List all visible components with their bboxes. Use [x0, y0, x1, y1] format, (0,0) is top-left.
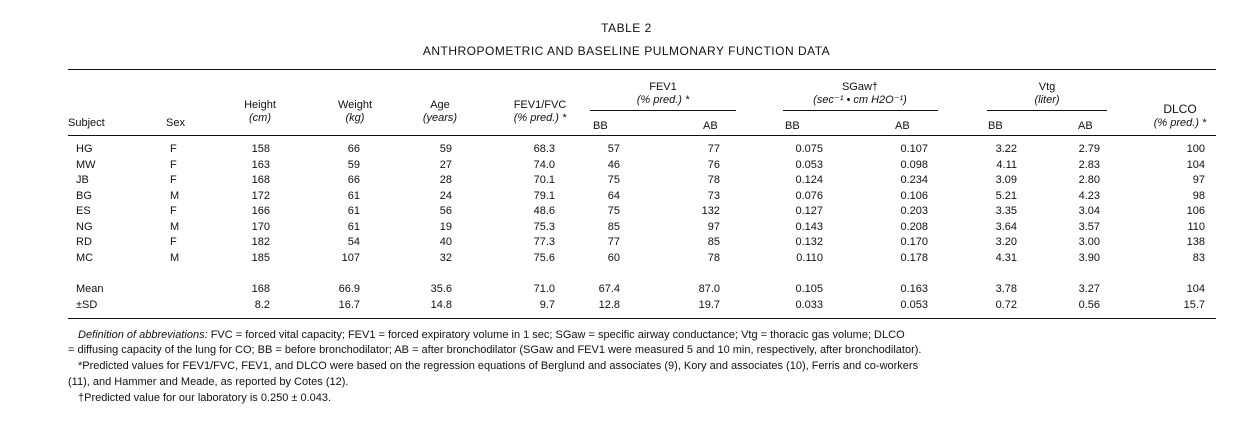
sgaw-unit: (sec⁻¹ • cm H2O⁻¹)	[813, 94, 907, 106]
table-cell-vtg-ab: 2.79	[1078, 143, 1100, 155]
summary-cell-height: 8.2	[254, 298, 270, 311]
table-cell-vtg-bb: 3.64	[995, 220, 1017, 233]
table-cell-subject: MW	[76, 158, 96, 171]
table-cell-height: 170	[251, 220, 270, 233]
table-cell-fev1-ab: 73	[707, 189, 720, 202]
table-cell-age: 56	[439, 205, 452, 217]
footnote-abbrev-cont: = diffusing capacity of the lung for CO; BB = before bronchodilator; AB = after bronchodilator (SGaw and FEV1 were measured 5 and 10 min, respectively, after bronchodilator).	[68, 344, 922, 356]
table-cell-height: 185	[251, 251, 270, 264]
table-cell-fev1-bb: 57	[607, 143, 620, 155]
summary-cell-fev1fvc: 9.7	[539, 298, 555, 311]
footnote-abbrev-text: FVC = forced vital capacity; FEV1 = forced expiratory volume in 1 sec; SGaw = specific airway conductance; Vtg = thoracic gas volume; DLCO	[210, 329, 905, 341]
summary-cell-subject: ±SD	[76, 298, 98, 311]
col-vtg-bb: BB	[988, 120, 1003, 132]
col-weight: Weight	[337, 99, 373, 111]
top-rule	[68, 69, 1216, 70]
table-cell-fev1-bb: 75	[607, 205, 620, 217]
table-cell-fev1-bb: 46	[607, 158, 620, 171]
table-cell-weight: 61	[347, 189, 360, 202]
table-cell-sgaw-ab: 0.234	[900, 174, 928, 186]
table-cell-fev1-ab: 76	[707, 158, 720, 171]
footnote-abbrev-label: Definition of abbreviations:	[78, 329, 208, 341]
fev1-header: FEV1	[649, 81, 677, 93]
table-cell-vtg-ab: 4.23	[1078, 189, 1100, 202]
table-cell-sex: F	[170, 174, 177, 186]
summary-cell-dlco: 15.7	[1183, 298, 1205, 311]
table-cell-sgaw-bb: 0.127	[795, 205, 823, 217]
summary-cell-vtg-ab: 0.56	[1078, 298, 1100, 311]
table-cell-sex: M	[170, 220, 180, 233]
table-cell-dlco: 106	[1186, 205, 1205, 217]
table-cell-fev1-bb: 75	[607, 174, 620, 186]
col-fev1fvc: FEV1/FVC	[513, 99, 567, 111]
table-cell-fev1fvc: 68.3	[533, 143, 555, 155]
summary-cell-fev1-bb: 67.4	[598, 283, 620, 295]
col-fev1fvc-unit: (% pred.) *	[513, 112, 567, 124]
table-cell-fev1fvc: 75.3	[533, 220, 555, 233]
col-height: Height	[244, 99, 276, 111]
table-cell-sgaw-ab: 0.203	[900, 205, 928, 217]
table-cell-dlco: 83	[1192, 251, 1205, 264]
footnote-predicted: *Predicted values for FEV1/FVC, FEV1, and DLCO were based on the regression equations of Berglund and associates (9), Kory and associates (10), Ferris and co-workers	[78, 360, 919, 372]
table-cell-height: 158	[251, 143, 270, 155]
table-cell-height: 168	[251, 174, 270, 186]
table-cell-fev1fvc: 77.3	[533, 236, 555, 248]
sgaw-header: SGaw†	[841, 81, 879, 93]
table-cell-sgaw-ab: 0.106	[900, 189, 928, 202]
table-cell-fev1fvc: 75.6	[533, 251, 555, 264]
summary-cell-age: 14.8	[430, 298, 452, 311]
table-cell-dlco: 104	[1186, 158, 1205, 171]
table-cell-fev1-bb: 60	[607, 251, 620, 264]
table-cell-weight: 61	[347, 205, 360, 217]
table-cell-subject: JB	[76, 174, 89, 186]
summary-cell-sgaw-bb: 0.105	[795, 283, 823, 295]
bottom-rule	[68, 318, 1216, 319]
table-cell-sex: F	[170, 158, 177, 171]
table-cell-fev1fvc: 70.1	[533, 174, 555, 186]
table-cell-fev1-ab: 78	[707, 251, 720, 264]
table-cell-subject: ES	[76, 205, 91, 217]
table-cell-vtg-bb: 4.11	[996, 158, 1017, 171]
table-cell-height: 172	[251, 189, 270, 202]
col-dlco: DLCO	[1163, 102, 1197, 116]
table-cell-vtg-ab: 3.57	[1078, 220, 1100, 233]
fev1-unit: (% pred.) *	[636, 94, 690, 106]
table-cell-dlco: 100	[1186, 143, 1205, 155]
col-sex: Sex	[166, 117, 185, 129]
summary-cell-vtg-ab: 3.27	[1078, 283, 1100, 295]
table-cell-sgaw-bb: 0.110	[796, 251, 823, 264]
col-dlco-unit: (% pred.) *	[1153, 117, 1207, 129]
vtg-unit: (liter)	[1034, 94, 1060, 106]
col-age-unit: (years)	[422, 112, 458, 124]
table-cell-sex: M	[170, 251, 180, 264]
summary-cell-subject: Mean	[76, 283, 104, 295]
table-cell-age: 32	[439, 251, 452, 264]
table-cell-dlco: 98	[1192, 189, 1205, 202]
table-cell-vtg-ab: 3.90	[1078, 251, 1100, 264]
summary-cell-sgaw-ab: 0.053	[900, 298, 928, 311]
table-cell-fev1-ab: 77	[707, 143, 720, 155]
summary-cell-dlco: 104	[1186, 283, 1205, 295]
table-cell-vtg-bb: 3.22	[995, 143, 1017, 155]
table-cell-height: 163	[251, 158, 270, 171]
table-cell-fev1-ab: 85	[707, 236, 720, 248]
footnote-predicted-cont: (11), and Hammer and Meade, as reported by Cotes (12).	[68, 376, 349, 388]
summary-cell-sgaw-bb: 0.033	[795, 298, 823, 311]
sgaw-group-rule	[783, 110, 938, 111]
summary-cell-sgaw-ab: 0.163	[900, 283, 928, 295]
table-cell-fev1-ab: 78	[707, 174, 720, 186]
footnote-abbrev	[78, 329, 905, 342]
table-cell-vtg-bb: 5.21	[995, 189, 1017, 202]
table-cell-dlco: 97	[1192, 174, 1205, 186]
table-number: TABLE 2	[601, 21, 652, 35]
table-cell-age: 28	[439, 174, 452, 186]
table-cell-sex: M	[170, 189, 180, 202]
table-cell-sgaw-bb: 0.053	[795, 158, 823, 171]
table-cell-subject: HG	[76, 143, 93, 155]
table-cell-sgaw-bb: 0.124	[795, 174, 823, 186]
summary-cell-fev1-bb: 12.8	[598, 298, 620, 311]
table-cell-fev1-bb: 77	[607, 236, 620, 248]
table-cell-weight: 54	[347, 236, 360, 248]
table-cell-fev1-bb: 64	[607, 189, 620, 202]
col-height-unit: (cm)	[249, 112, 271, 124]
col-sgaw-ab: AB	[895, 120, 910, 132]
summary-cell-vtg-bb: 3.78	[995, 283, 1017, 295]
table-cell-sgaw-bb: 0.075	[795, 143, 823, 155]
table-cell-fev1fvc: 79.1	[533, 189, 555, 202]
table-cell-vtg-ab: 2.83	[1078, 158, 1100, 171]
col-weight-unit: (kg)	[345, 112, 365, 124]
fev1-group-rule	[590, 110, 736, 111]
summary-cell-age: 35.6	[430, 283, 452, 295]
summary-cell-fev1-ab: 19.7	[698, 298, 720, 311]
table-cell-fev1-ab: 97	[707, 220, 720, 233]
col-subject: Subject	[68, 117, 105, 129]
table-cell-vtg-ab: 3.00	[1078, 236, 1100, 248]
table-cell-height: 166	[251, 205, 270, 217]
table-cell-sgaw-ab: 0.208	[900, 220, 928, 233]
table-cell-vtg-bb: 3.20	[995, 236, 1017, 248]
summary-cell-weight: 66.9	[338, 283, 360, 295]
table-cell-height: 182	[251, 236, 270, 248]
col-vtg-ab: AB	[1078, 120, 1093, 132]
table-cell-fev1fvc: 74.0	[533, 158, 555, 171]
table-title: ANTHROPOMETRIC AND BASELINE PULMONARY FUNCTION DATA	[422, 44, 831, 58]
footnote-sgaw: †Predicted value for our laboratory is 0.250 ± 0.043.	[78, 392, 332, 404]
table-cell-fev1-ab: 132	[701, 205, 720, 217]
table-cell-vtg-ab: 3.04	[1078, 205, 1100, 217]
table-cell-weight: 107	[341, 251, 360, 264]
table-cell-vtg-bb: 4.31	[995, 251, 1017, 264]
table-cell-sgaw-bb: 0.143	[795, 220, 823, 233]
table-cell-sgaw-ab: 0.107	[900, 143, 928, 155]
table-cell-sgaw-ab: 0.178	[900, 251, 928, 264]
table-cell-weight: 66	[347, 174, 360, 186]
col-sgaw-bb: BB	[785, 120, 800, 132]
table-cell-dlco: 110	[1187, 220, 1205, 233]
summary-cell-fev1fvc: 71.0	[533, 283, 555, 295]
col-fev1-bb: BB	[593, 120, 608, 132]
table-cell-subject: MC	[76, 251, 94, 264]
table-cell-subject: BG	[76, 189, 92, 202]
table-cell-sgaw-bb: 0.132	[795, 236, 823, 248]
table-cell-weight: 61	[347, 220, 360, 233]
table-cell-sgaw-bb: 0.076	[795, 189, 823, 202]
vtg-group-rule	[987, 110, 1107, 111]
table-cell-dlco: 138	[1186, 236, 1205, 248]
col-fev1-ab: AB	[703, 120, 718, 132]
vtg-header: Vtg	[1038, 81, 1056, 93]
table-cell-subject: NG	[76, 220, 93, 233]
table-cell-weight: 66	[347, 143, 360, 155]
col-age: Age	[430, 99, 450, 111]
table-cell-vtg-bb: 3.09	[995, 174, 1017, 186]
summary-cell-fev1-ab: 87.0	[698, 283, 720, 295]
table-cell-age: 19	[439, 220, 452, 233]
table-cell-subject: RD	[76, 236, 92, 248]
table-cell-fev1-bb: 85	[607, 220, 620, 233]
header-rule	[68, 135, 1216, 136]
summary-cell-weight: 16.7	[338, 298, 360, 311]
table-cell-sex: F	[170, 143, 177, 155]
table-cell-age: 27	[439, 158, 452, 171]
table-cell-age: 59	[439, 143, 452, 155]
table-cell-weight: 59	[347, 158, 360, 171]
table-cell-sex: F	[170, 205, 177, 217]
table-cell-sex: F	[170, 236, 177, 248]
summary-cell-vtg-bb: 0.72	[995, 298, 1017, 311]
table-cell-fev1fvc: 48.6	[533, 205, 555, 217]
table-cell-vtg-bb: 3.35	[995, 205, 1017, 217]
table-cell-sgaw-ab: 0.170	[900, 236, 928, 248]
table-cell-age: 40	[439, 236, 452, 248]
table-cell-vtg-ab: 2.80	[1078, 174, 1100, 186]
table-cell-sgaw-ab: 0.098	[900, 158, 928, 171]
table-cell-age: 24	[439, 189, 452, 202]
summary-cell-height: 168	[251, 283, 270, 295]
